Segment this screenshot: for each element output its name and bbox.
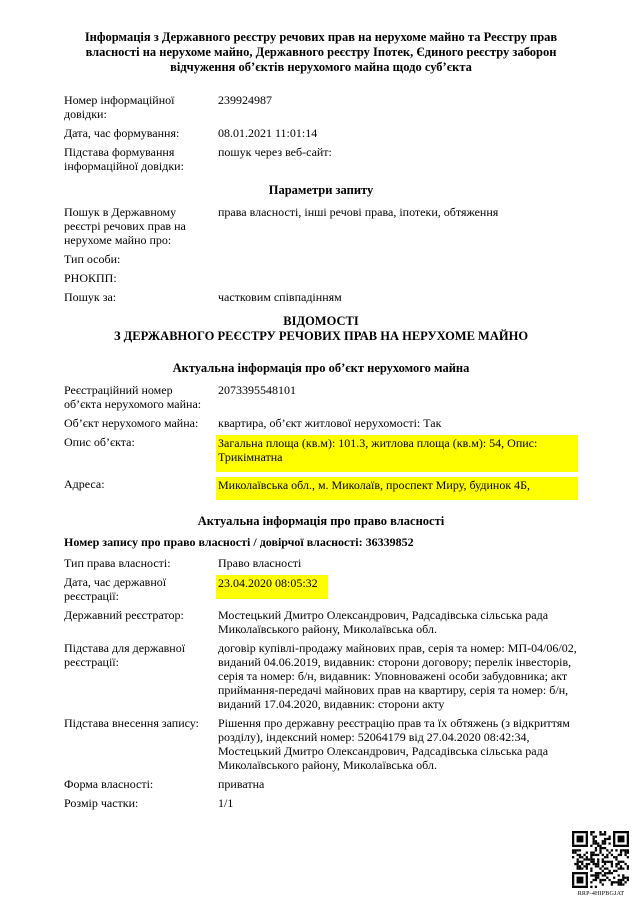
field-label: Номер інформаційної довідки: [64, 93, 175, 121]
row-ownership-form [64, 777, 578, 791]
field-label: Об’єкт нерухомого майна: [64, 416, 199, 430]
field-value [218, 271, 578, 285]
field-label: Підстава внесення запису: [64, 716, 199, 730]
field-label: Державний реєстратор: [64, 608, 184, 622]
row-registration-basis [64, 641, 578, 711]
row-object-description [64, 435, 578, 472]
query-params-heading: Параметри запиту [268, 183, 374, 197]
row-ownership-type [64, 556, 578, 570]
field-label: Підстава для державної реєстрації: [64, 641, 186, 669]
field-label: РНОКПП: [64, 271, 117, 285]
field-label: Опис об’єкта: [64, 435, 135, 449]
vidomosti-heading-line2: З ДЕРЖАВНОГО РЕЄСТРУ РЕЧОВИХ ПРАВ НА НЕРУХОМЕ МАЙНО [113, 329, 529, 343]
row-info-number [64, 93, 578, 121]
row-rnokpp [64, 271, 578, 285]
field-value [218, 252, 578, 266]
ownership-info-heading: Актуальна інформація про право власності [197, 514, 445, 528]
field-value: пошук через веб-сайт: [218, 145, 332, 159]
object-info-heading: Актуальна інформація про об’єкт нерухомого майна [172, 361, 470, 375]
field-label: Адреса: [64, 477, 105, 491]
field-value: договір купівлі-продажу майнових прав, серія та номер: МП-04/06/02, виданий 04.06.2019, видавник: сторони договору; перелік інвесторів, серія та номер: б/н, видавник: Уповноважені особи забудовника; акт приймання-передачі майнових прав на квартиру, серія та номер: б/н, виданий 17.04.2020, видавник: сторони акту [218, 641, 577, 711]
row-share-size [64, 796, 578, 810]
field-value: права власності, інші речові права, іпотеки, обтяження [218, 205, 499, 219]
field-value: приватна [218, 777, 265, 791]
highlight-registration-datetime: 23.04.2020 08:05:32 [216, 575, 328, 599]
field-label: Тип права власності: [64, 556, 171, 570]
field-value: Мостецький Дмитро Олександрович, Радсадівська сільська рада Миколаївського району, Миколаївська обл. [218, 608, 549, 636]
row-address [64, 477, 578, 500]
row-state-registrar [64, 608, 578, 636]
document-title: Інформація з Державного реєстру речових прав на нерухоме майно та Реєстру прав власності на нерухоме майно, Державного реєстру Іпотек, Єдиного реєстру заборон відчуження об’єктів нерухомого майна щодо суб’єкта [84, 30, 558, 74]
field-value: 08.01.2021 11:01:14 [218, 126, 318, 140]
row-search-subject [64, 205, 578, 247]
field-label: Пошук в Державному реєстрі речових прав на нерухоме майно про: [64, 205, 186, 247]
vidomosti-heading-line1: ВІДОМОСТІ [283, 314, 359, 328]
field-value-highlighted [218, 477, 578, 500]
field-label: Дата, час державної реєстрації: [64, 575, 167, 603]
qr-code-icon [572, 831, 629, 888]
qr-block [572, 831, 630, 898]
field-label: Форма власності: [64, 777, 154, 791]
field-label: Пошук за: [64, 290, 117, 304]
highlight-object-description: Загальна площа (кв.м): 101.3, житлова площа (кв.м): 54, Опис: Трикімнатна [216, 435, 578, 472]
row-person-type [64, 252, 578, 266]
row-formation-basis [64, 145, 578, 173]
field-label: Тип особи: [64, 252, 121, 266]
field-label: Підстава формування інформаційної довідки: [64, 145, 184, 173]
highlight-address: Миколаївська обл., м. Миколаїв, проспект Миру, будинок 4Б, [216, 477, 578, 500]
row-state-registration-datetime [64, 575, 578, 603]
row-property-object [64, 416, 578, 430]
field-value-highlighted [218, 575, 578, 603]
row-search-by [64, 290, 578, 304]
field-value: 1/1 [218, 796, 234, 810]
row-record-entry-basis [64, 716, 578, 772]
field-label: Розмір частки: [64, 796, 139, 810]
field-value-highlighted [218, 435, 578, 472]
ownership-record-number: Номер запису про право власності / довірчої власності: 36339852 [64, 535, 414, 549]
field-value: 2073395548101 [218, 383, 296, 397]
field-label: Дата, час формування: [64, 126, 180, 140]
field-value: Право власності [218, 556, 302, 570]
qr-caption: RRP-4HIPBGJAT [577, 891, 625, 897]
field-value: Рішення про державну реєстрацію прав та їх обтяжень (з відкриттям розділу), індексний номер: 52064179 від 27.04.2020 08:42:34, Мостецький Дмитро Олександрович, Радсадівська сільська рада Миколаївського району, Миколаївська обл. [218, 716, 570, 772]
field-value: 239924987 [218, 93, 272, 107]
row-registration-number [64, 383, 578, 411]
field-value: частковим співпадінням [218, 290, 342, 304]
vidomosti-heading [64, 314, 578, 344]
field-label: Реєстраційний номер об’єкта нерухомого майна: [64, 383, 202, 411]
row-formation-datetime [64, 126, 578, 140]
field-value: квартира, об’єкт житлової нерухомості: Так [218, 416, 442, 430]
